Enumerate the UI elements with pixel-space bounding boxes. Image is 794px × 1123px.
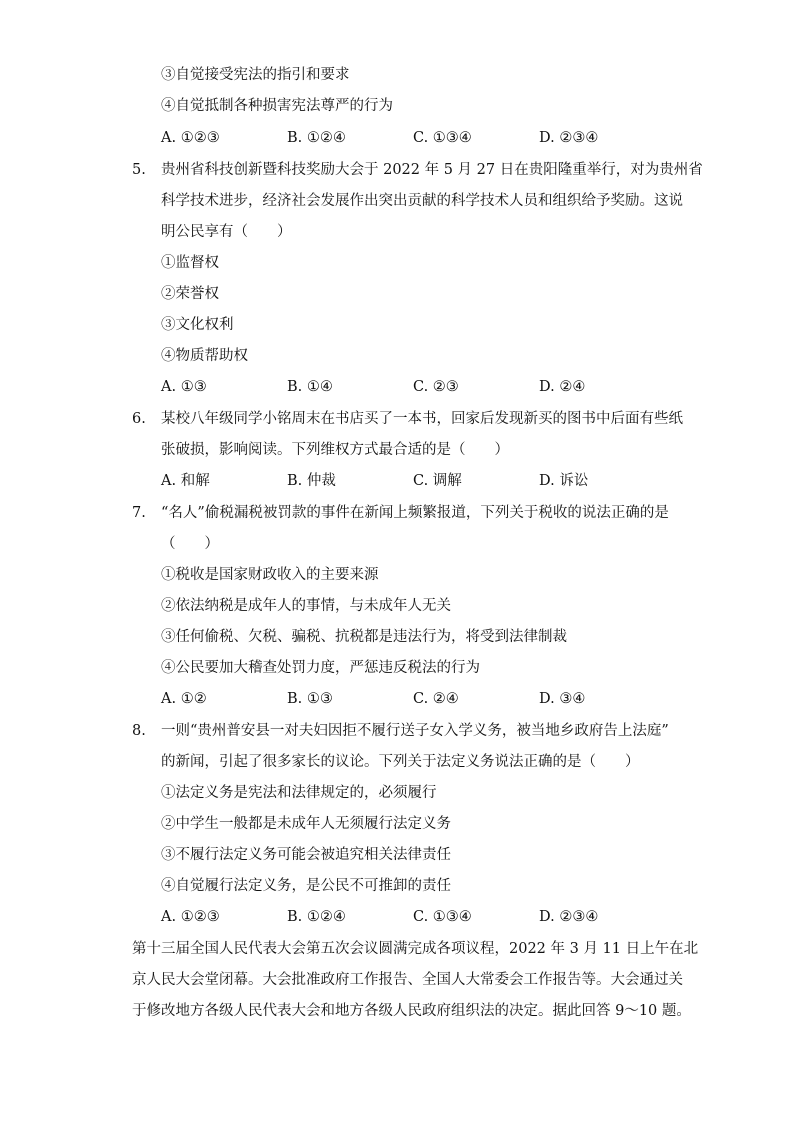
q7-item-3: ③任何偷税、欠税、骗税、抗税都是违法行为，将受到法律制裁 bbox=[161, 629, 567, 645]
q5-item-3: ③文化权利 bbox=[161, 317, 234, 333]
passage-line-2: 京人民大会堂闭幕。大会批准政府工作报告、全国人大常委会工作报告等。大会通过关 bbox=[132, 972, 683, 988]
q7-number: 7. bbox=[132, 505, 146, 521]
q6-option-d: D. 诉讼 bbox=[539, 473, 589, 489]
q7-item-4: ④公民要加大稽查处罚力度，严惩违反税法的行为 bbox=[161, 660, 480, 676]
q7-option-c: C. ②④ bbox=[413, 691, 459, 707]
prev-option-a: A. ①②③ bbox=[161, 130, 220, 146]
q8-stem-line-2: 的新闻，引起了很多家长的议论。下列关于法定义务说法正确的是（ ） bbox=[161, 754, 640, 770]
prev-item-3: ③自觉接受宪法的指引和要求 bbox=[161, 67, 350, 83]
q5-option-c: C. ②③ bbox=[413, 379, 459, 395]
q6-option-a: A. 和解 bbox=[161, 473, 210, 489]
q7-stem-line-1: “名人”偷税漏税被罚款的事件在新闻上频繁报道，下列关于税收的说法正确的是 bbox=[161, 505, 669, 521]
passage-line-1: 第十三届全国人民代表大会第五次会议圆满完成各项议程，2022 年 3 月 11 日上午在北 bbox=[132, 941, 699, 957]
q5-item-1: ①监督权 bbox=[161, 255, 219, 271]
q5-option-a: A. ①③ bbox=[161, 379, 207, 395]
q6-option-c: C. 调解 bbox=[413, 473, 462, 489]
q7-option-d: D. ③④ bbox=[539, 691, 586, 707]
prev-item-4: ④自觉抵制各种损害宪法尊严的行为 bbox=[161, 98, 393, 114]
q6-number: 6. bbox=[132, 411, 146, 427]
q7-option-b: B. ①③ bbox=[287, 691, 333, 707]
q5-item-2: ②荣誉权 bbox=[161, 286, 219, 302]
q8-number: 8. bbox=[132, 723, 146, 739]
q7-item-2: ②依法纳税是成年人的事情，与未成年人无关 bbox=[161, 598, 451, 614]
q5-item-4: ④物质帮助权 bbox=[161, 348, 248, 364]
q5-stem-line-2: 科学技术进步，经济社会发展作出突出贡献的科学技术人员和组织给予奖励。这说 bbox=[161, 193, 683, 209]
q8-item-1: ①法定义务是宪法和法律规定的，必须履行 bbox=[161, 785, 437, 801]
q5-stem-line-1: 贵州省科技创新暨科技奖励大会于 2022 年 5 月 27 日在贵阳隆重举行，对为贵州省 bbox=[161, 162, 703, 178]
prev-option-c: C. ①③④ bbox=[413, 130, 472, 146]
q8-option-b: B. ①②④ bbox=[287, 909, 346, 925]
q6-stem-line-2: 张破损，影响阅读。下列维权方式最合适的是（ ） bbox=[161, 442, 509, 458]
q5-stem-line-3: 明公民享有（ ） bbox=[161, 224, 292, 240]
prev-option-b: B. ①②④ bbox=[287, 130, 346, 146]
q8-stem-line-1: 一则“贵州普安县一对夫妇因拒不履行送子女入学义务，被当地乡政府告上法庭” bbox=[161, 723, 669, 739]
q5-number: 5. bbox=[132, 162, 146, 178]
q6-option-b: B. 仲裁 bbox=[287, 473, 336, 489]
q8-item-4: ④自觉履行法定义务，是公民不可推卸的责任 bbox=[161, 878, 451, 894]
q8-option-a: A. ①②③ bbox=[161, 909, 220, 925]
q5-option-d: D. ②④ bbox=[539, 379, 586, 395]
q8-option-d: D. ②③④ bbox=[539, 909, 599, 925]
prev-option-d: D. ②③④ bbox=[539, 130, 599, 146]
q7-item-1: ①税收是国家财政收入的主要来源 bbox=[161, 567, 379, 583]
q8-item-3: ③不履行法定义务可能会被追究相关法律责任 bbox=[161, 847, 451, 863]
q8-option-c: C. ①③④ bbox=[413, 909, 472, 925]
q5-option-b: B. ①④ bbox=[287, 379, 333, 395]
q6-stem-line-1: 某校八年级同学小铭周末在书店买了一本书，回家后发现新买的图书中后面有些纸 bbox=[161, 411, 683, 427]
q7-stem-line-2: （ ） bbox=[161, 536, 219, 552]
q8-item-2: ②中学生一般都是未成年人无须履行法定义务 bbox=[161, 816, 451, 832]
passage-line-3: 于修改地方各级人民代表大会和地方各级人民政府组织法的决定。据此回答 9～10 题。 bbox=[132, 1003, 691, 1019]
q7-option-a: A. ①② bbox=[161, 691, 207, 707]
